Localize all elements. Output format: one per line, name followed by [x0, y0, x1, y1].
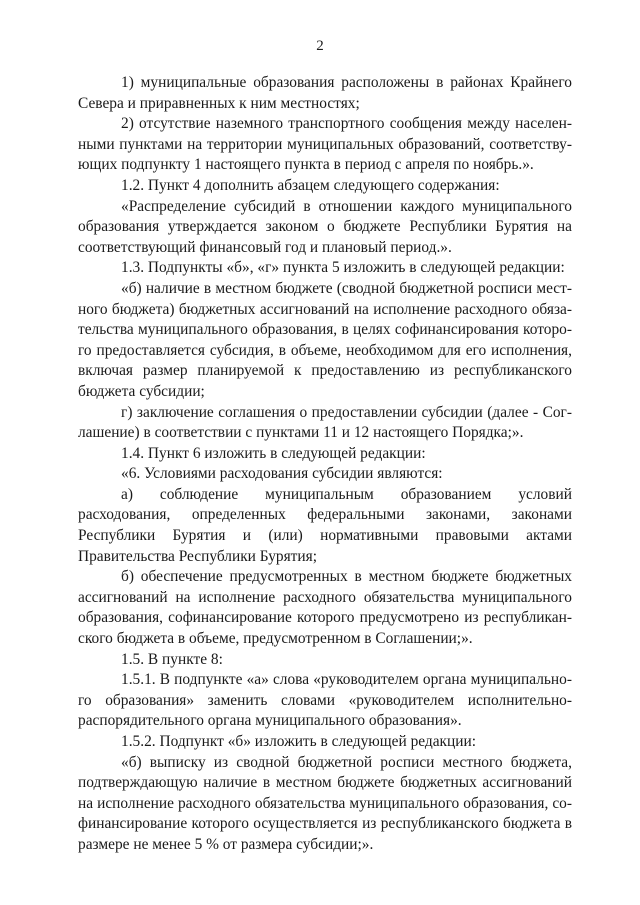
paragraph-3: 1.2. Пункт 4 дополнить абзацем следующего содержания:: [121, 176, 500, 194]
paragraph-6: «б) наличие в местном бюджете (сводной бюджетной росписи местного бюджета) бюджетных ассигнований на исполнение расходного обязательства муниципального образования, в целях софинансирования которого предоставляется субсидия, в объеме, необходимом для его исполнения, включая размер планируемой к предоставлению из республиканского бюджета субсидии;: [78, 279, 572, 400]
paragraph-8: 1.4. Пункт 6 изложить в следующей редакции:: [121, 444, 426, 462]
paragraph-15: «б) выписку из сводной бюджетной росписи местного бюджета, подтверждающую наличие в местном бюджете бюджетных ассигнований на исполнение расходного обязательства муниципального образования, софинансирование которого осуществляется из республиканского бюджета в размере не менее 5 % от размера субсидии;».: [78, 753, 572, 853]
paragraph-7: г) заключение соглашения о предоставлении субсидии (далее - Соглашение) в соответствии с пунктами 11 и 12 настоящего Порядка;».: [78, 403, 572, 442]
paragraph-5: 1.3. Подпункты «б», «г» пункта 5 изложить в следующей редакции:: [121, 259, 565, 277]
paragraph-10: а) соблюдение муниципальным образованием условий расходования, определенных федеральными законами, законами Республики Бурятия и (или) нормативными правовыми актами Правительства Республики Бурятия;: [78, 485, 572, 565]
paragraph-13: 1.5.1. В подпункте «а» слова «руководителем органа муниципального образования» заменить словами «руководителем исполнительно-распорядительного органа муниципального образования».: [78, 671, 572, 730]
paragraph-4: «Распределение субсидий в отношении каждого муниципального образования утверждается законом о бюджете Республики Бурятия на соответствующий финансовый год и плановый период.».: [78, 197, 572, 256]
paragraph-14: 1.5.2. Подпункт «б» изложить в следующей редакции:: [121, 733, 477, 750]
document-body: [78, 73, 572, 856]
paragraph-12: 1.5. В пункте 8:: [121, 650, 223, 668]
paragraph-11: б) обеспечение предусмотренных в местном бюджете бюджетных ассигнований на исполнение расходного обязательства муниципального образования, софинансирование которого предусмотрено из республиканского бюджета в объеме, предусмотренном в Соглашении;».: [78, 568, 572, 648]
paragraph-9: «6. Условиями расходования субсидии являются:: [121, 465, 443, 483]
paragraph-1: 1) муниципальные образования расположены в районах Крайнего Севера и приравненных к ним местностях;: [78, 74, 572, 112]
page-number: 2: [316, 38, 324, 54]
paragraph-2: 2) отсутствие наземного транспортного сообщения между населенными пунктами на территории муниципальных образований, соответствующих подпункту 1 настоящего пункта в период с апреля по ноябрь.».: [78, 115, 572, 174]
